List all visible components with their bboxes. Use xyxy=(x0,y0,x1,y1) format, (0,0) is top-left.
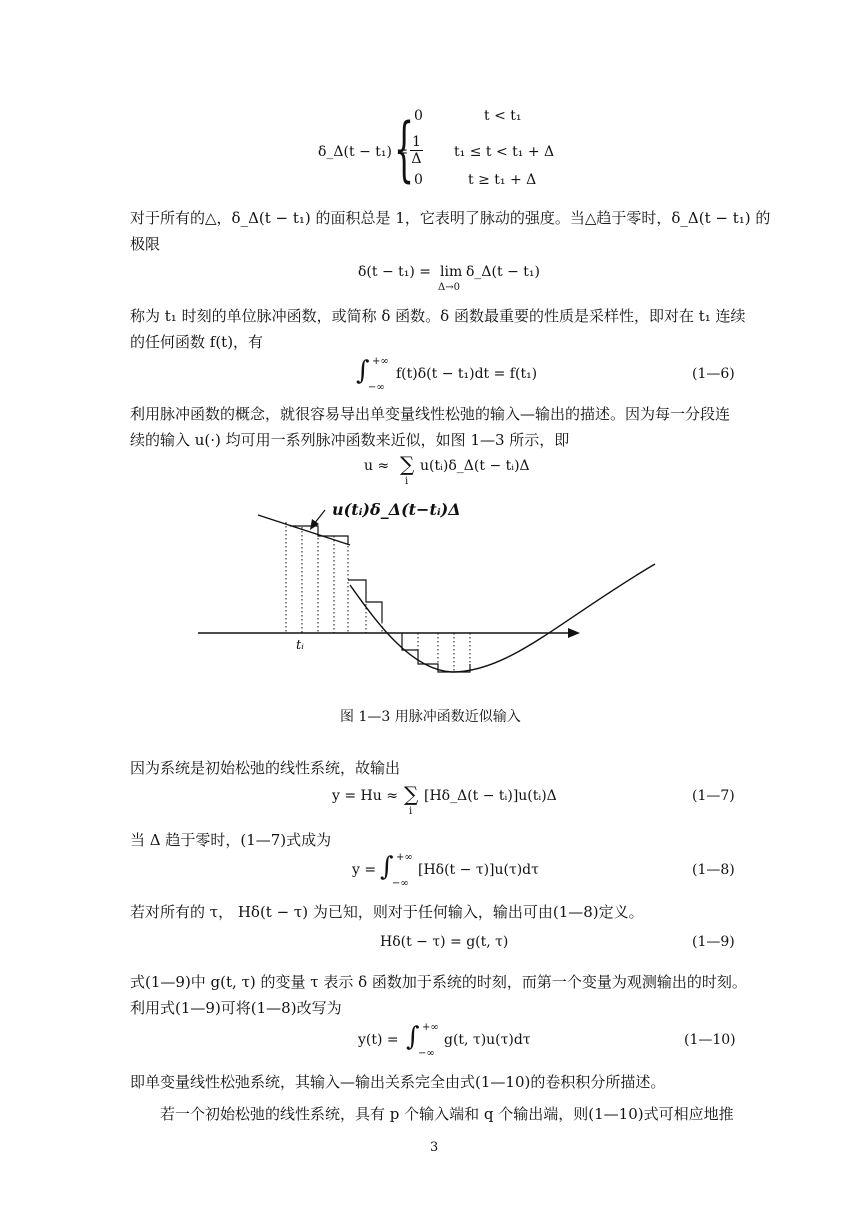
eq8-sub: −∞ xyxy=(392,878,409,889)
row2-cond: t₁ ≤ t < t₁ + Δ xyxy=(454,144,555,160)
para1-line1: 对于所有的△，δ_Δ(t − t₁) 的面积总是 1，它表明了脉动的强度。当△趋于零时，δ_Δ(t − t₁) 的 xyxy=(130,209,771,227)
eq-1-10 xyxy=(358,1022,588,1062)
eq6-sub: −∞ xyxy=(368,382,385,393)
eq-limit-op: lim xyxy=(440,264,463,280)
eq-approx-lhs: u ≈ xyxy=(364,458,390,474)
para1-line2: 极限 xyxy=(130,235,161,253)
eq8-lhs: y = xyxy=(352,862,377,878)
input-curve-lower xyxy=(350,564,655,672)
page-number: 3 xyxy=(430,1140,439,1155)
x-axis-arrow xyxy=(568,628,580,638)
para2-line1: 称为 t₁ 时刻的单位脉冲函数，或简称 δ 函数。δ 函数最重要的性质是采样性，即对在 t₁ 连续 xyxy=(130,307,746,325)
input-curve xyxy=(258,515,350,545)
eq-approx xyxy=(364,452,544,488)
figure-annotation: u(tᵢ)δ_Δ(t−tᵢ)Δ xyxy=(332,500,461,519)
para2-line2: 的任何函数 f(t)，有 xyxy=(130,333,264,351)
eq-limit-op-sub: Δ→0 xyxy=(438,282,460,293)
eq-limit-rhs: δ_Δ(t − t₁) xyxy=(466,264,540,280)
figure-impulse-approx xyxy=(190,500,670,690)
dotted-verticals xyxy=(286,522,470,672)
staircase-step-b xyxy=(402,633,470,672)
integral-sign: ∫ xyxy=(380,852,394,882)
para8-line1: 即单变量线性松弛系统，其输入—输出关系完全由式(1—10)的卷积积分所描述。 xyxy=(130,1073,666,1091)
eq7-number: (1—7) xyxy=(692,788,735,804)
eq-approx-sum-sub: i xyxy=(405,476,409,487)
eq-1-9: Hδ(t − τ) = g(t, τ) xyxy=(380,934,509,950)
eq6-sup: +∞ xyxy=(372,356,389,367)
para6-line1: 若对所有的 τ， Hδ(t − τ) 为已知，则对于任何输入，输出可由(1—8)定义。 xyxy=(130,903,644,921)
eq6-body: f(t)δ(t − t₁)dt = f(t₁) xyxy=(396,366,538,382)
row1-value: 0 xyxy=(414,108,423,124)
integral-sign: ∫ xyxy=(406,1022,420,1052)
staircase-step-a xyxy=(348,580,382,622)
eq-approx-rhs: u(tᵢ)δ_Δ(t − tᵢ)Δ xyxy=(420,458,530,474)
eq-1-8 xyxy=(352,852,592,892)
para3-line1: 利用脉冲函数的概念，就很容易导出单变量线性松弛的输入—输出的描述。因为每一分段连 xyxy=(130,405,731,423)
eq-1-7 xyxy=(332,782,572,818)
eq6-number: (1—6) xyxy=(692,366,735,382)
eq10-body: g(t, τ)u(τ)dτ xyxy=(444,1032,531,1048)
figure-tick-label: tᵢ xyxy=(296,638,304,653)
eq7-rhs: [Hδ_Δ(t − tᵢ)]u(tᵢ)Δ xyxy=(424,788,557,804)
eq-limit xyxy=(358,262,558,296)
integral-sign: ∫ xyxy=(356,356,370,386)
eq-delta-def xyxy=(318,108,578,198)
eq9-number: (1—9) xyxy=(692,934,735,950)
para4-line1: 因为系统是初始松弛的线性系统，故输出 xyxy=(130,759,401,777)
eq8-sup: +∞ xyxy=(396,852,413,863)
para3-line2: 续的输入 u(·) 均可用一系列脉冲函数来近似，如图 1—3 所示，即 xyxy=(130,431,570,449)
eq10-number: (1—10) xyxy=(684,1032,736,1048)
row3-cond: t ≥ t₁ + Δ xyxy=(468,172,537,188)
eq7-sum-sub: i xyxy=(409,806,413,817)
eq8-number: (1—8) xyxy=(692,862,735,878)
row3-value: 0 xyxy=(414,172,423,188)
para7-line2: 利用式(1—9)可将(1—8)改写为 xyxy=(130,999,342,1017)
eq-1-6 xyxy=(356,356,586,396)
eq7-lhs: y = Hu ≈ xyxy=(332,788,398,804)
sum-sign: ∑ xyxy=(404,782,419,806)
row1-cond: t < t₁ xyxy=(484,108,522,124)
para9-line1: 若一个初始松弛的线性系统，具有 p 个输入端和 q 个输出端，则(1—10)式可相应地推 xyxy=(160,1105,734,1123)
sum-sign: ∑ xyxy=(400,452,415,476)
eq-delta-def-lhs: δ_Δ(t − t₁) = xyxy=(318,144,409,160)
eq-limit-lhs: δ(t − t₁) = xyxy=(358,264,432,280)
para5-line1: 当 Δ 趋于零时，(1—7)式成为 xyxy=(130,831,332,849)
para7-line1: 式(1—9)中 g(t, τ) 的变量 τ 表示 δ 函数加于系统的时刻，而第一个变量为观测输出的时刻。 xyxy=(130,973,747,991)
eq10-sup: +∞ xyxy=(422,1022,439,1033)
eq10-sub: −∞ xyxy=(418,1048,435,1059)
row2-value: $\frac{1}{\Delta}$ xyxy=(411,134,422,167)
eq10-lhs: y(t) = xyxy=(358,1032,399,1048)
eq8-body: [Hδ(t − τ)]u(τ)dτ xyxy=(418,862,539,878)
figure-caption: 图 1—3 用脉冲函数近似输入 xyxy=(340,709,521,725)
left-brace: { xyxy=(394,108,415,190)
